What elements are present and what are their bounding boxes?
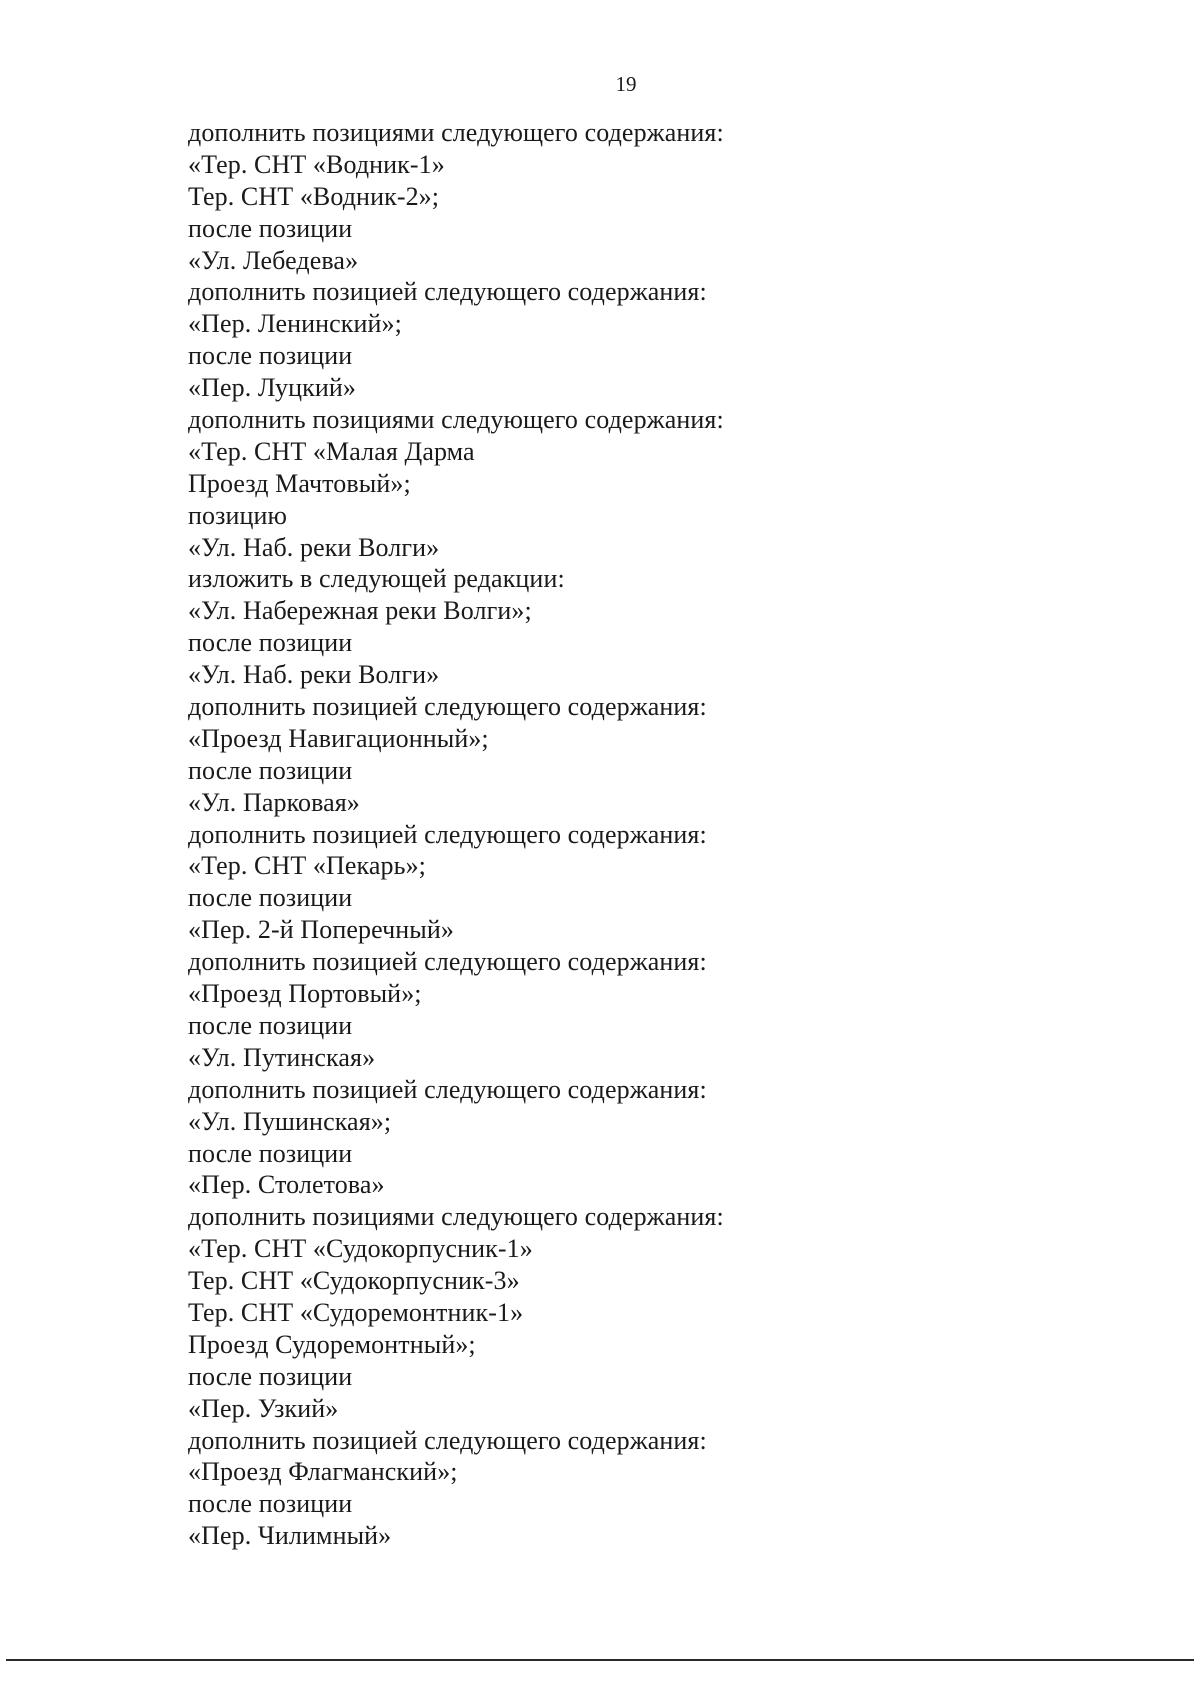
text-line: позицию (188, 500, 288, 530)
text-line: дополнить позициями следующего содержания: (188, 118, 724, 147)
text-line: «Пер. Ленинский»; (188, 309, 402, 339)
text-line: «Ул. Пушинская»; (188, 1106, 392, 1136)
text-line: Тер. СНТ «Водник-2»; (188, 181, 440, 211)
text-line: после позиции (188, 755, 353, 785)
text-line: после позиции (188, 341, 353, 371)
bottom-rule (6, 1659, 1194, 1661)
text-line: «Пер. Чилимный» (188, 1521, 392, 1551)
text-line: после позиции (188, 883, 353, 913)
text-line: «Ул. Путинская» (188, 1042, 376, 1072)
text-line: «Проезд Навигационный»; (188, 723, 489, 753)
text-line: «Пер. Столетова» (188, 1170, 385, 1200)
text-line: «Ул. Наб. реки Волги» (188, 532, 440, 562)
text-line: «Тер. СНТ «Пекарь»; (188, 851, 427, 881)
text-line: «Ул. Лебедева» (188, 245, 359, 275)
text-line: Тер. СНТ «Судоремонтник-1» (188, 1297, 524, 1327)
text-line: дополнить позициями следующего содержания: (188, 1202, 724, 1232)
text-line: Проезд Судоремонтный»; (188, 1329, 476, 1359)
text-line: дополнить позицией следующего содержания: (188, 277, 707, 307)
text-line: после позиции (188, 1010, 353, 1040)
text-line: Проезд Мачтовый»; (188, 468, 411, 498)
text-line: после позиции (188, 1489, 353, 1519)
text-line: «Пер. Узкий» (188, 1393, 339, 1423)
text-line: «Тер. СНТ «Водник-1» (188, 149, 445, 179)
text-line: «Тер. СНТ «Малая Дарма (188, 436, 475, 466)
text-line: «Пер. 2-й Поперечный» (188, 915, 454, 945)
document-body (188, 117, 1088, 1552)
text-line: дополнить позицией следующего содержания: (188, 819, 707, 849)
text-line: «Проезд Флагманский»; (188, 1457, 458, 1487)
text-line: дополнить позицией следующего содержания: (188, 1074, 707, 1104)
page-number: 19 (615, 72, 637, 96)
text-line: «Тер. СНТ «Судокорпусник-1» (188, 1234, 533, 1264)
text-line: после позиции (188, 213, 353, 243)
text-line: после позиции (188, 1361, 353, 1391)
text-line: «Ул. Набережная реки Волги»; (188, 596, 532, 626)
text-line: «Пер. Луцкий» (188, 373, 356, 403)
text-line: Тер. СНТ «Судокорпусник-3» (188, 1266, 520, 1296)
text-line: после позиции (188, 628, 353, 658)
text-line: изложить в следующей редакции: (188, 564, 565, 594)
text-line: дополнить позицией следующего содержания: (188, 947, 707, 977)
text-line: дополнить позициями следующего содержания: (188, 405, 724, 435)
text-line: «Ул. Наб. реки Волги» (188, 660, 440, 690)
text-line: дополнить позицией следующего содержания: (188, 1425, 707, 1455)
text-line: после позиции (188, 1138, 353, 1168)
text-line: дополнить позицией следующего содержания: (188, 692, 707, 722)
text-line: «Ул. Парковая» (188, 787, 360, 817)
text-line: «Проезд Портовый»; (188, 979, 422, 1009)
